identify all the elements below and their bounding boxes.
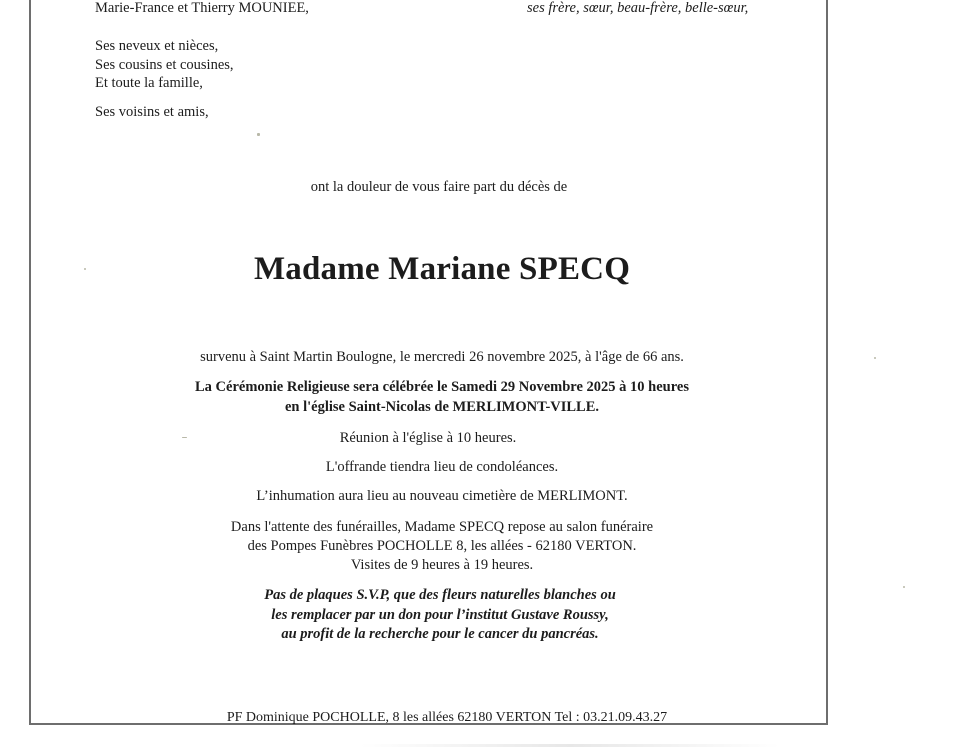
paper-speck [874, 357, 876, 359]
ceremony-line: La Cérémonie Religieuse sera célébrée le Samedi 29 Novembre 2025 à 10 heures [195, 379, 689, 395]
scan-shadow [360, 744, 780, 747]
ceremony-line: en l'église Saint-Nicolas de MERLIMONT-VILLE. [284, 399, 600, 415]
ceremony-info [0, 378, 884, 418]
paper-speck [84, 268, 86, 270]
family-list [95, 37, 234, 93]
neighbors-line: Ses voisins et amis, [95, 104, 209, 120]
rest-line: Dans l'attente des funérailles, Madame SPECQ repose au salon funéraire [230, 519, 654, 535]
paper-speck [257, 133, 260, 136]
family-line: Ses cousins et cousines, [95, 56, 234, 73]
announcement-line: ont la douleur de vous faire part du décès de [310, 179, 568, 195]
family-line: Ses neveux et nièces, [95, 38, 219, 54]
death-details: survenu à Saint Martin Boulogne, le mercredi 26 novembre 2025, à l'âge de 66 ans. [200, 349, 684, 365]
deceased-name: Madame Mariane SPECQ [253, 251, 631, 287]
flowers-line: Pas de plaques S.V.P, que des fleurs naturelles blanches ou [264, 587, 616, 603]
paper-speck [903, 586, 905, 588]
header-family-right: ses frère, sœur, beau-frère, belle-sœur, [527, 0, 749, 16]
flowers-request [0, 586, 880, 645]
rest-info [0, 518, 884, 575]
flowers-line: les remplacer par un don pour l’institut Gustave Roussy, [271, 606, 609, 623]
offering-info: L'offrande tiendra lieu de condoléances. [325, 459, 559, 475]
burial-info: L’inhumation aura lieu au nouveau cimetière de MERLIMONT. [256, 488, 628, 504]
family-line: Et toute la famille, [95, 75, 203, 91]
paper-speck [182, 437, 187, 438]
funeral-home-footer: PF Dominique POCHOLLE, 8 les allées 62180 VERTON Tel : 03.21.09.43.27 [226, 710, 668, 725]
rest-line: des Pompes Funèbres POCHOLLE 8, les allées - 62180 VERTON. [247, 538, 637, 554]
header-family-left: Marie-France et Thierry MOUNIEE, [95, 0, 309, 16]
flowers-line: au profit de la recherche pour le cancer du pancréas. [281, 626, 599, 642]
rest-line: Visites de 9 heures à 19 heures. [350, 557, 534, 573]
meeting-info: Réunion à l'église à 10 heures. [339, 430, 517, 446]
